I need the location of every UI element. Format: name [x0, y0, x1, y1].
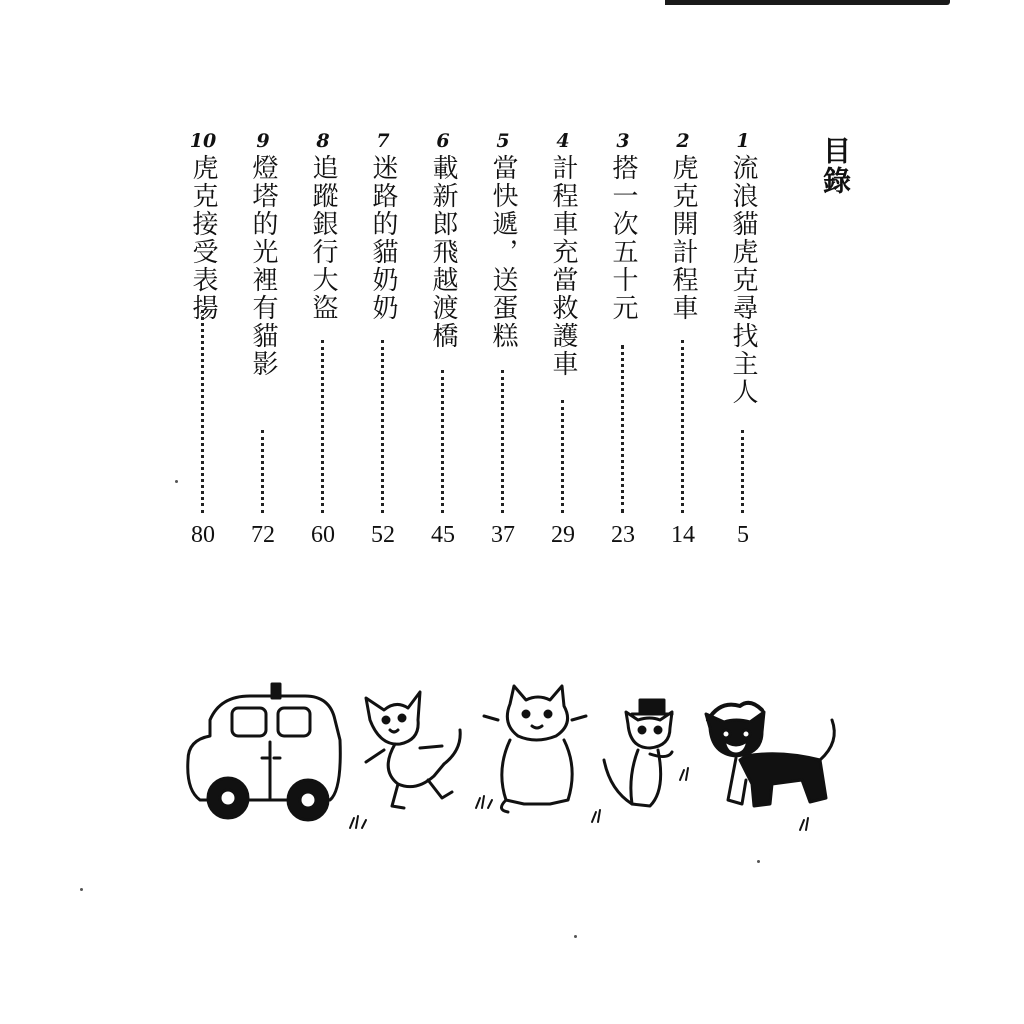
chapter-page: 45 — [431, 522, 455, 548]
crowned-cat-icon — [706, 703, 834, 806]
leader-dots — [321, 340, 324, 513]
chapter-page: 23 — [611, 522, 635, 548]
chapter-page: 5 — [737, 522, 749, 548]
leader-dots — [441, 370, 444, 513]
page-edge-shadow — [665, 0, 950, 5]
chapter-9[interactable] — [241, 130, 285, 548]
chapter-7[interactable] — [361, 130, 405, 548]
chapter-number: 3 — [616, 130, 630, 152]
chapter-page: 29 — [551, 522, 575, 548]
leader-dots — [261, 430, 264, 513]
chapter-title: 虎克開計程車 — [668, 154, 698, 322]
top-hat-cat-icon — [604, 700, 672, 806]
chapter-title: 燈塔的光裡有貓影 — [248, 154, 278, 378]
chapter-title: 搭一次五十元 — [608, 154, 638, 322]
dancing-cat-icon — [366, 692, 460, 808]
chapter-page: 80 — [191, 522, 215, 548]
chapter-4[interactable] — [541, 130, 585, 548]
chapter-number: 1 — [736, 130, 750, 152]
chapter-title: 載新郎飛越渡橋 — [428, 154, 458, 350]
chapter-number: 4 — [556, 130, 570, 152]
chapter-number: 6 — [436, 130, 450, 152]
chapter-5[interactable] — [481, 130, 525, 548]
chapter-page: 37 — [491, 522, 515, 548]
leader-dots — [561, 400, 564, 513]
fluffy-cat-icon — [484, 686, 586, 812]
leader-dots — [741, 430, 744, 513]
chapter-10[interactable] — [181, 130, 225, 548]
chapter-title: 追蹤銀行大盜 — [308, 154, 338, 322]
leader-dots — [621, 345, 624, 513]
toc-title: 目錄 — [819, 136, 852, 196]
chapter-1[interactable] — [721, 130, 765, 548]
chapter-number: 10 — [189, 130, 217, 152]
chapter-6[interactable] — [421, 130, 465, 548]
chapter-number: 9 — [256, 130, 270, 152]
leader-dots — [201, 310, 204, 513]
chapter-title: 迷路的貓奶奶 — [368, 154, 398, 322]
leader-dots — [681, 340, 684, 513]
chapter-title: 當快遞，送蛋糕 — [488, 154, 518, 350]
chapter-title: 流浪貓虎克尋找主人 — [728, 154, 758, 406]
chapter-2[interactable] — [661, 130, 705, 548]
chapter-page: 72 — [251, 522, 275, 548]
chapter-8[interactable] — [301, 130, 345, 548]
leader-dots — [381, 340, 384, 513]
chapter-title: 虎克接受表揚 — [188, 154, 218, 322]
chapter-number: 8 — [316, 130, 330, 152]
leader-dots — [501, 370, 504, 513]
chapter-page: 14 — [671, 522, 695, 548]
chapter-page: 52 — [371, 522, 395, 548]
chapter-title: 計程車充當救護車 — [548, 154, 578, 378]
chapter-number: 5 — [496, 130, 510, 152]
chapter-number: 2 — [676, 130, 690, 152]
taxi-car-icon — [188, 684, 341, 820]
cat-illustration — [180, 680, 850, 840]
grass-tufts-icon — [350, 768, 808, 830]
chapter-page: 60 — [311, 522, 335, 548]
chapter-number: 7 — [376, 130, 390, 152]
chapter-3[interactable] — [601, 130, 645, 548]
